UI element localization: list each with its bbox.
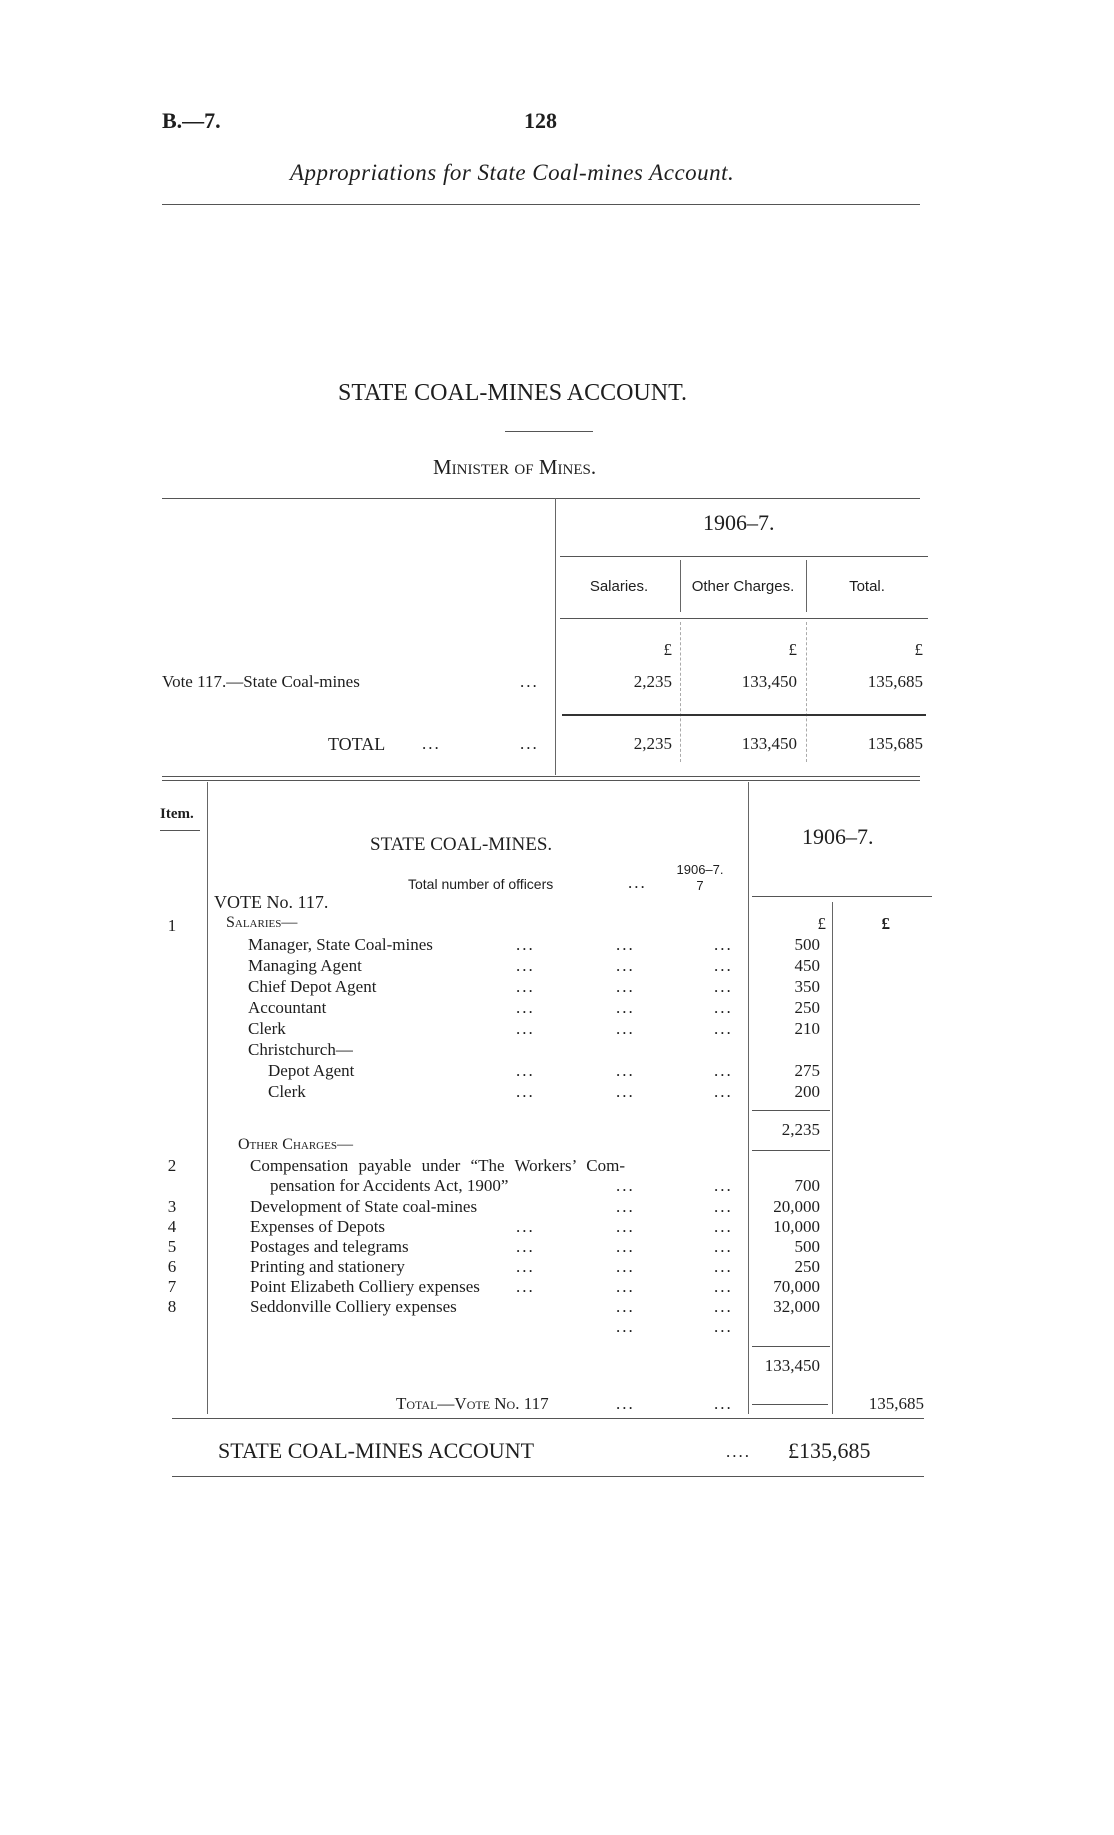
detail-bottom-rule [172,1418,924,1419]
other-leader-5a: ... [616,1297,635,1316]
vote-currency-mark: £ [881,914,890,933]
item-header: Item. [160,806,194,822]
other-leader-0a: ... [616,1197,635,1216]
salary-leader-3b: ... [616,998,635,1017]
salary-leader-3c: ... [714,998,733,1017]
other-item-number-3: 6 [167,1257,177,1276]
summary-divider [555,498,556,775]
vote-salaries-value: 2,235 [633,672,672,691]
salary-leader-0a: ... [516,935,535,954]
salary-leader-1c: ... [714,956,733,975]
other-leader-0b: ... [714,1197,733,1216]
other-leader-4a: ... [516,1277,535,1296]
other-leader-4b: ... [616,1277,635,1296]
other-item-number-2: 5 [167,1237,177,1256]
summary-sum-rule [562,714,926,716]
subtotal-column-divider [832,902,833,1414]
officers-count: 7 [696,878,704,893]
item-column-divider [207,782,208,1414]
col-other-header: Other Charges. [691,578,795,595]
vote-other-value: 133,450 [741,672,797,691]
other-amount-3: 250 [794,1257,820,1276]
summary-top-rule [162,498,920,499]
other-amount-5: 32,000 [773,1297,820,1316]
document-reference: B.—7. [162,108,221,133]
summary-total-leader-2: ... [520,734,539,753]
christchurch-leader-1b: ... [616,1082,635,1101]
other-currency: £ [788,640,797,659]
other-item-number-4: 7 [167,1277,177,1296]
account-total-label: STATE COAL-MINES ACCOUNT [218,1438,535,1463]
account-total-amount: £135,685 [788,1438,871,1463]
other-leader-2a: ... [516,1237,535,1256]
salaries-subtotal-rule [752,1150,830,1151]
other-amount-1: 10,000 [773,1217,820,1236]
other-leader-1a: ... [516,1217,535,1236]
other-label-2: Postages and telegrams [250,1237,409,1256]
item-header-rule [160,830,200,831]
salary-leader-1a: ... [516,956,535,975]
christchurch-label-0: Depot Agent [268,1061,355,1080]
total-salaries-value: 2,235 [633,734,672,753]
compensation-line-1: Compensation payable under “The Workers’ Com- [250,1156,625,1175]
salary-leader-1b: ... [616,956,635,975]
salary-leader-4a: ... [516,1019,535,1038]
salary-leader-2b: ... [616,977,635,996]
salary-leader-2a: ... [516,977,535,996]
vote-leader: ... [520,672,539,691]
compensation-amount: 700 [794,1176,820,1195]
summary-year: 1906–7. [703,510,775,535]
other-leader-2b: ... [616,1237,635,1256]
minister-heading: Minister of Mines. [433,455,597,479]
christchurch-leader-0a: ... [516,1061,535,1080]
salaries-currency-mark: £ [817,914,826,933]
vote-total-amount: 135,685 [868,1394,924,1413]
other-leader-6a: ... [616,1317,635,1336]
summary-col-guide-1 [680,622,681,762]
col-total-header: Total. [849,578,885,595]
other-leader-4c: ... [714,1277,733,1296]
salary-label-1: Managing Agent [248,956,362,975]
summary-total-leader-1: ... [422,734,441,753]
vote-total-dash [752,1404,828,1405]
other-item-number-5: 8 [167,1297,177,1316]
total-other-value: 133,450 [741,734,797,753]
summary-year-rule [560,556,928,557]
salary-label-0: Manager, State Coal-mines [248,935,433,954]
vote-total-leader-b: ... [714,1394,733,1413]
other-leader-3a: ... [516,1257,535,1276]
other-leader-1b: ... [616,1217,635,1236]
header-rule [162,204,920,205]
other-leader-5b: ... [714,1297,733,1316]
other-label-3: Printing and stationery [250,1257,405,1276]
total-total-value: 135,685 [867,734,923,753]
other-label-4: Point Elizabeth Colliery expenses [250,1277,480,1296]
salaries-currency: £ [663,640,672,659]
christchurch-leader-1a: ... [516,1082,535,1101]
col-salaries-header: Salaries. [589,578,649,595]
other-label-0: Development of State coal-mines [250,1197,478,1216]
compensation-leader-a: ... [616,1176,635,1195]
summary-total-label: TOTAL [328,734,386,754]
other-sum-rule [752,1346,830,1347]
other-leader-6b: ... [714,1317,733,1336]
footer-rule [172,1476,924,1477]
salary-leader-0c: ... [714,935,733,954]
salaries-item-number: 1 [167,916,177,935]
other-charges-subtotal: 133,450 [764,1356,820,1375]
salary-amount-3: 250 [794,998,820,1017]
summary-col-divider-1 [680,560,681,612]
year-header-rule [752,896,932,897]
compensation-leader-b: ... [714,1176,733,1195]
salary-leader-3a: ... [516,998,535,1017]
summary-col-guide-2 [806,622,807,762]
salaries-sum-rule [752,1110,830,1111]
christchurch-heading: Christchurch— [248,1040,353,1059]
officers-label: Total number of officers [408,876,554,892]
salary-label-4: Clerk [248,1019,286,1038]
page-number: 128 [524,108,557,133]
salary-amount-2: 350 [794,977,820,996]
other-label-1: Expenses of Depots [250,1217,386,1236]
amount-column-divider [748,782,749,1414]
salary-label-3: Accountant [248,998,327,1017]
total-currency: £ [914,640,923,659]
vote-label: Vote 117.—State Coal-mines [162,672,360,691]
christchurch-leader-1c: ... [714,1082,733,1101]
vote-heading: VOTE No. 117. [214,892,329,912]
summary-bottom-rule-2 [162,780,920,781]
salary-amount-1: 450 [794,956,820,975]
detail-year-header: 1906–7. [802,824,874,849]
salaries-subtotal: 2,235 [781,1120,820,1139]
christchurch-amount-0: 275 [794,1061,820,1080]
account-total-leader: .... [726,1442,751,1461]
section-title: STATE COAL-MINES. [370,834,553,855]
christchurch-amount-1: 200 [794,1082,820,1101]
summary-header-rule [560,618,928,619]
salary-leader-2c: ... [714,977,733,996]
salary-leader-0b: ... [616,935,635,954]
vote-total-label: Total—Vote No. 117 [396,1394,549,1413]
salaries-heading: Salaries— [226,914,298,931]
other-leader-2c: ... [714,1237,733,1256]
salary-leader-4b: ... [616,1019,635,1038]
vote-total-value: 135,685 [867,672,923,691]
other-label-5: Seddonville Colliery expenses [250,1297,457,1316]
officers-leader: ... [628,873,647,892]
other-amount-0: 20,000 [773,1197,820,1216]
other-leader-3b: ... [616,1257,635,1276]
christchurch-leader-0c: ... [714,1061,733,1080]
compensation-line-2: pensation for Accidents Act, 1900” [270,1176,509,1195]
officers-year: 1906–7. [676,862,724,877]
summary-title: STATE COAL-MINES ACCOUNT. [338,380,687,406]
summary-col-divider-2 [806,560,807,612]
title-rule [505,431,593,432]
other-item-number-0: 3 [167,1197,177,1216]
salary-amount-0: 500 [794,935,820,954]
running-title: Appropriations for State Coal-mines Account. [290,160,735,185]
other-leader-1c: ... [714,1217,733,1236]
salary-label-2: Chief Depot Agent [248,977,377,996]
other-amount-2: 500 [794,1237,820,1256]
christchurch-leader-0b: ... [616,1061,635,1080]
vote-total-leader-a: ... [616,1394,635,1413]
salary-amount-4: 210 [794,1019,820,1038]
christchurch-label-1: Clerk [268,1082,306,1101]
salary-leader-4c: ... [714,1019,733,1038]
other-leader-3c: ... [714,1257,733,1276]
other-amount-4: 70,000 [773,1277,820,1296]
summary-bottom-rule-1 [162,776,920,777]
compensation-item-number: 2 [167,1156,177,1175]
other-charges-heading: Other Charges— [238,1136,353,1153]
other-item-number-1: 4 [167,1217,177,1236]
